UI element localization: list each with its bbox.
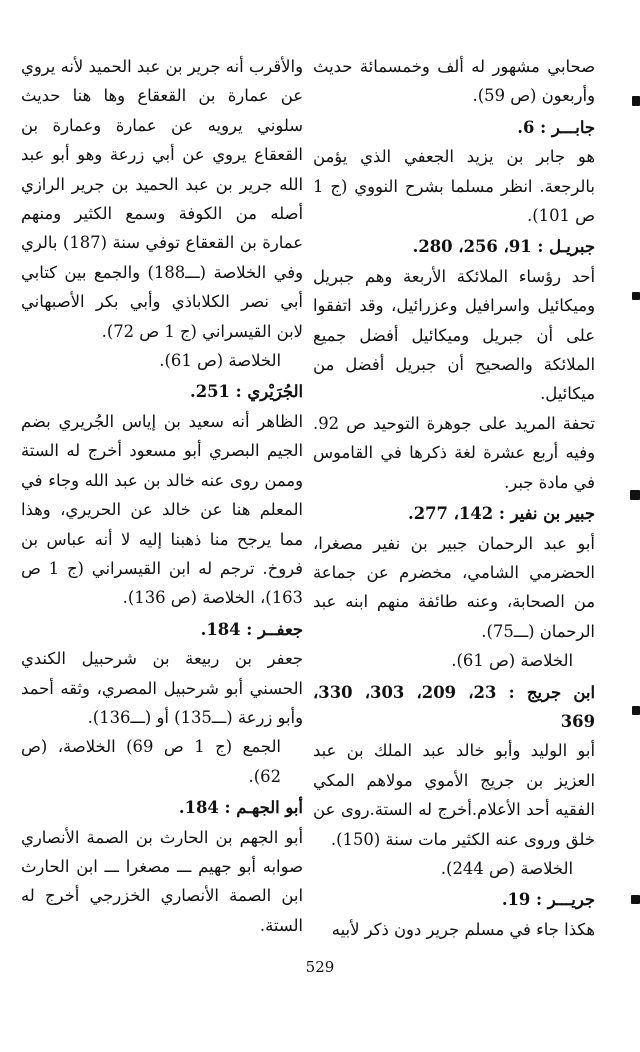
entry-heading bbox=[21, 793, 303, 822]
entry-heading bbox=[313, 885, 595, 914]
entry-source: الخلاصة (ص 61). bbox=[159, 351, 281, 371]
entry-text: أبو عبد الرحمان جبير بن نفير مصغرا، الحضرمي الشامي، مخضرم عن جماعة من الصحابة، وعنه طائفة منهم ابنه عبد الرحمان (ـــ75). bbox=[313, 533, 595, 641]
scan-edge-mark bbox=[632, 706, 640, 715]
entry-page-refs: 184. bbox=[178, 798, 219, 818]
entry-name: جعفــر : bbox=[240, 619, 303, 639]
entry-source: الخلاصة (ص 244). bbox=[440, 858, 573, 878]
entry-page-refs: 184. bbox=[200, 619, 241, 639]
entry-name: الجُرَيْري : bbox=[229, 382, 303, 402]
entry-source: الخلاصة (ص 61). bbox=[451, 651, 573, 671]
left-column bbox=[21, 52, 303, 940]
entry-heading bbox=[313, 232, 595, 261]
entry-page-refs: 19. bbox=[501, 890, 531, 910]
entry-heading bbox=[21, 615, 303, 644]
entry-heading bbox=[313, 678, 595, 737]
entry-text: هو جابر بن يزيد الجعفي الذي يؤمن بالرجعة. انظر مسلما بشرح النووي (ج 1 ص 101). bbox=[313, 147, 595, 226]
entry-text: أبو الجهم بن الحارث بن الصمة الأنصاري صوابه أبو جهيم ـــ مصغرا ـــ ابن الحارث ابن الصمة الأنصاري الخزرجي أخرج له الستة. bbox=[21, 827, 303, 935]
entry-source: الجمع (ج 1 ص 69) الخلاصة، (ص 62). bbox=[21, 737, 281, 786]
entry-page-refs: 251. bbox=[189, 382, 230, 402]
entry-heading bbox=[313, 113, 595, 142]
entry-name: ابن جريج : bbox=[496, 682, 596, 702]
entry-text: والأقرب أنه جرير بن عبد الحميد لأنه يروي عن عمارة بن القعقاع وها هنا حديث سلوني يرويه عن عمارة وعمارة بن القعقاع يروي عن أبي زرعة وهو أبو عبد الله جرير بن عبد الحميد بن جرير الرازي أصله من الكوفة وسمع الكثير ومنهم عمارة بن القعقاع توفي سنة (187) بالري وفي الخلاصة (ـــ188) والجمع بين كتابي أبي نصر الكلاباذي وأبي بكر الأصبهاني لابن القيسراني (ج 1 ص 72). bbox=[21, 57, 304, 341]
entry-name: جبريـل : bbox=[531, 237, 595, 257]
entry-text: الظاهر أنه سعيد بن إياس الجُريري بضم الجيم البصري أبو مسعود أخرج له الستة وممن روى عنه خالد بن عبد الله وجاء في المعلم هنا عن خالد عن الحريري، وهذا مما يرجح منا ذهبنا إليه لا أنه عباس بن فروخ. ترجم له ابن القيسراني (ج 1 ص 163)، الخلاصة (ص 136). bbox=[21, 411, 303, 608]
right-column bbox=[313, 52, 595, 944]
scan-edge-mark bbox=[632, 292, 640, 300]
scan-edge-mark bbox=[632, 96, 640, 106]
entry-heading bbox=[313, 499, 595, 528]
entry-heading bbox=[21, 377, 303, 406]
entry-page-refs: 23، 209، 303، 330، 369 bbox=[313, 682, 595, 731]
entry-source: تحفة المريد على جوهرة التوحيد ص 92. وفيه أربع عشرة لغة ذكرها في القاموس في مادة جبر. bbox=[313, 413, 595, 492]
scan-edge-mark bbox=[630, 490, 640, 500]
entry-text: أحد رؤساء الملائكة الأربعة وهم جبريل وميكائيل واسرافيل وعزرائيل، وقد اتفقوا على أن جبريل وميكائيل أفضل جميع الملائكة والصحيح أن جبريل أفضل من ميكائيل. bbox=[313, 266, 595, 404]
entry-name: جريـــر : bbox=[530, 890, 595, 910]
page-number: 529 bbox=[305, 958, 335, 976]
entry-name: جبير بن نفير : bbox=[493, 504, 595, 524]
entry-name: جابـــر : bbox=[534, 117, 595, 137]
entry-text: أبو الوليد وأبو خالد عبد الملك بن عبد العزيز بن جريج الأموي مولاهم المكي الفقيه أحد الأعلام.أخرج له الستة.روى عن خلق وروى عنه الكثير مات سنة (150). bbox=[313, 741, 595, 849]
entry-name: أبو الجهـم : bbox=[218, 798, 303, 818]
entry-text: جعفر بن ربيعة بن شرحبيل الكندي الحسني أبو شرحبيل المصري، وثقه أحمد وأبو زرعة (ـــ135) أو (ـــ136). bbox=[21, 649, 303, 727]
entry-page-refs: 142، 277. bbox=[408, 504, 494, 524]
scan-edge-mark bbox=[631, 895, 640, 904]
entry-page-refs: 6. bbox=[517, 117, 535, 137]
entry-page-refs: 91، 256، 280. bbox=[412, 237, 532, 257]
entry-text: صحابي مشهور له ألف وخمسمائة حديث وأربعون (ص 59). bbox=[313, 57, 595, 106]
entry-text: هكذا جاء في مسلم جرير دون ذكر لأبيه bbox=[331, 919, 595, 939]
